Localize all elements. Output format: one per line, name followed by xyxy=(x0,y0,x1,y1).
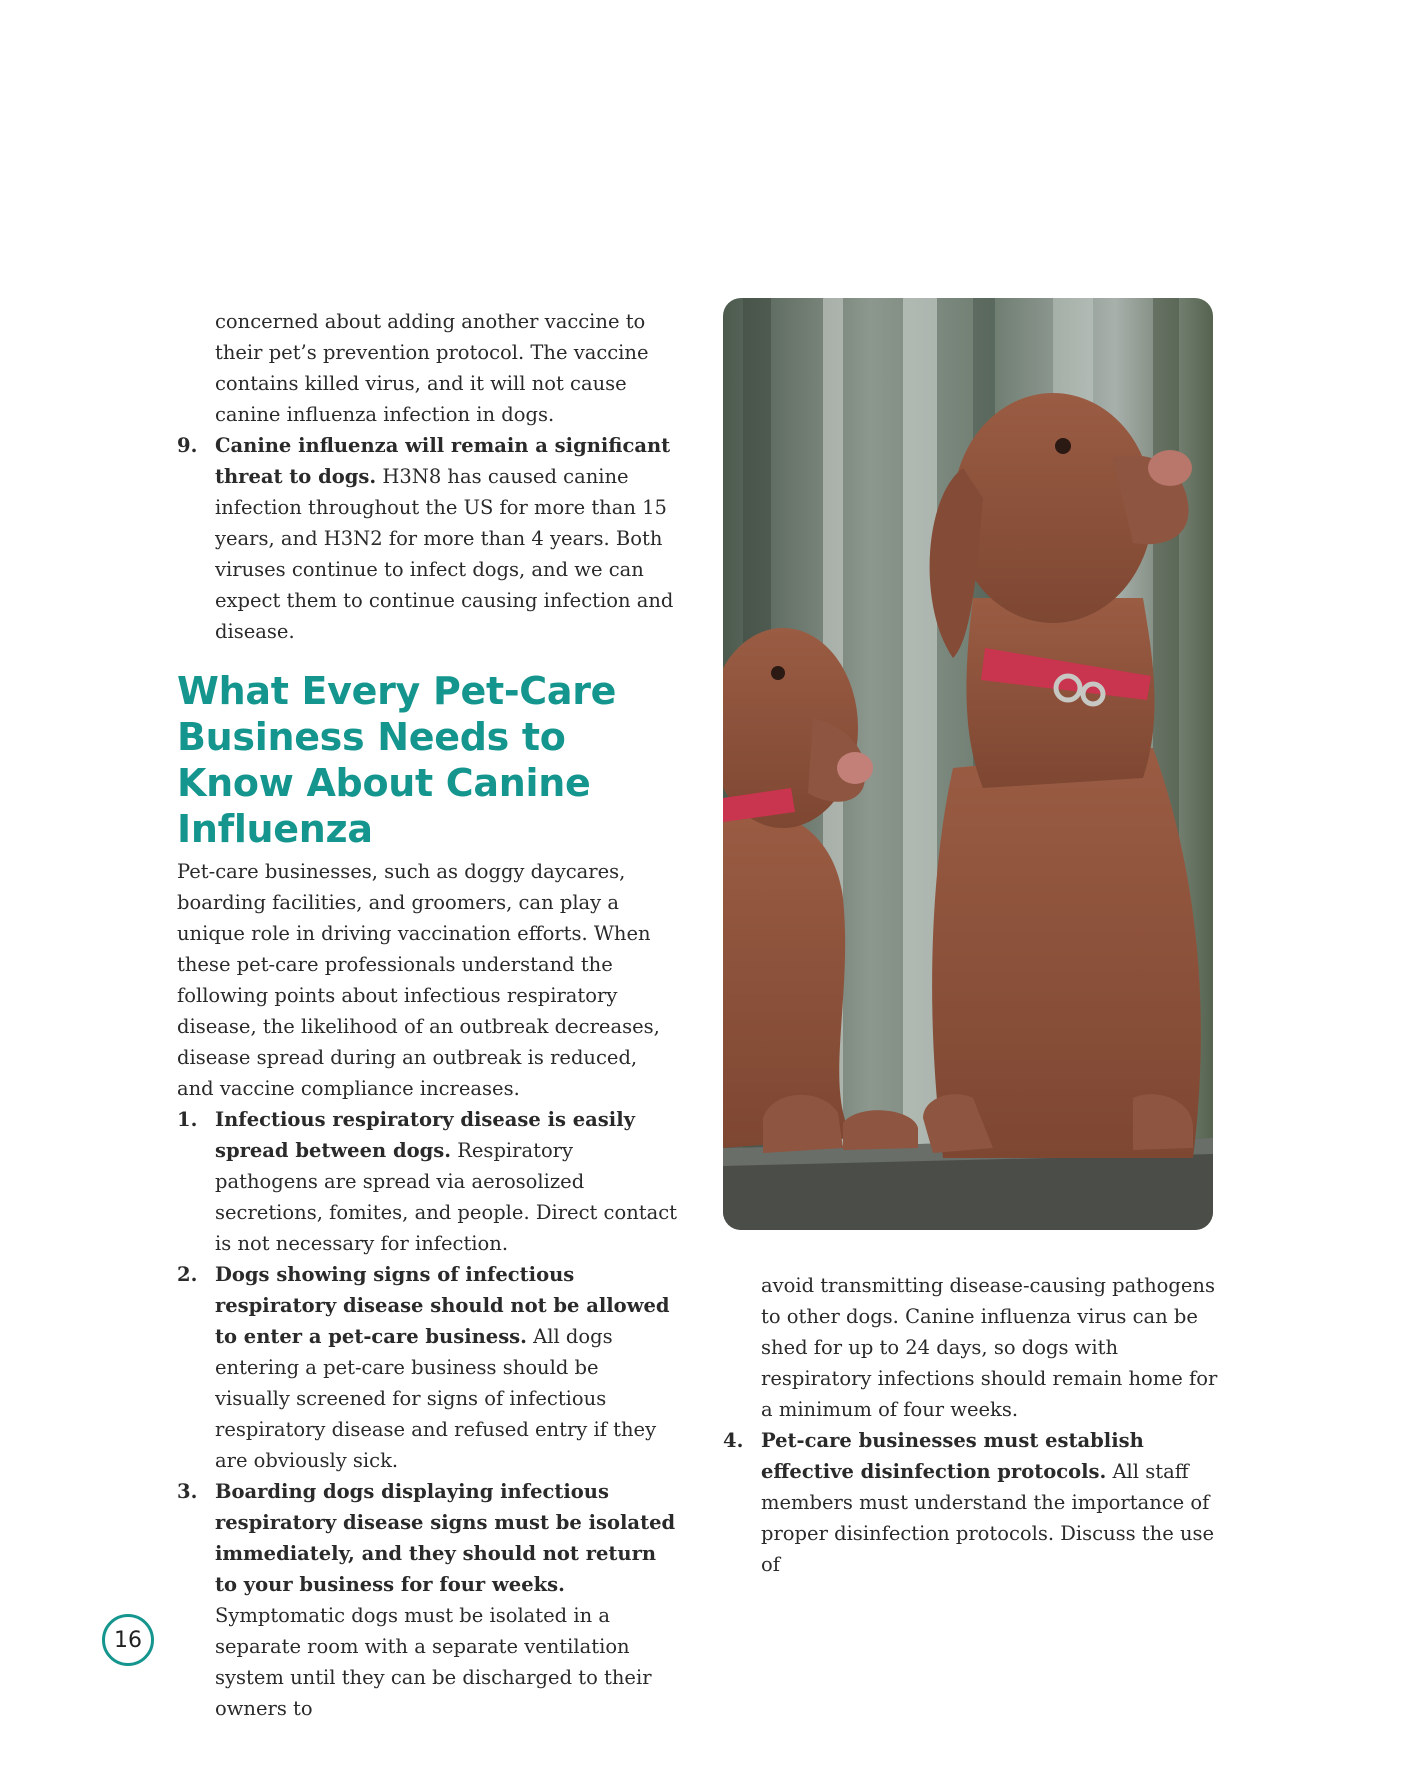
list-item-text: All dogs entering a pet-care business should be visually screened for signs of infectious respiratory disease and refused entry if they are obviously sick. xyxy=(215,1325,657,1472)
list-number: 1. xyxy=(177,1108,198,1131)
right-column xyxy=(723,1270,1223,1580)
list-item-text: Respiratory pathogens are spread via aerosolized secretions, fomites, and people. Direct contact is not necessary for infection. xyxy=(215,1139,677,1255)
list-number: 4. xyxy=(723,1429,744,1452)
intro-paragraph: Pet-care businesses, such as doggy daycares, boarding facilities, and groomers, can play a unique role in driving vaccination efforts. When these pet-care professionals understand the following points about infectious respiratory disease, the likelihood of an outbreak decreases, disease spread during an outbreak is reduced, and vaccine compliance increases. xyxy=(177,860,660,1100)
list-number: 3. xyxy=(177,1480,198,1503)
list-item-lead: Infectious respiratory disease is easily spread between dogs. xyxy=(215,1108,635,1162)
list-item-lead: Canine influenza will remain a significant threat to dogs. xyxy=(215,434,671,488)
list-item-2 xyxy=(177,1259,677,1476)
right-continuation: avoid transmitting disease-causing pathogens to other dogs. Canine influenza virus can be shed for up to 24 days, so dogs with respiratory infections should remain home for a minimum of four weeks. xyxy=(761,1274,1218,1421)
list-item-1 xyxy=(177,1104,677,1259)
section-heading: What Every Pet-Care Business Needs to Know About Canine Influenza xyxy=(177,669,617,851)
list-item-text: All staff members must understand the importance of proper disinfection protocols. Discuss the use of xyxy=(761,1460,1215,1576)
list-item-3 xyxy=(177,1476,677,1724)
list-item-text: H3N8 has caused canine infection throughout the US for more than 15 years, and H3N2 for more than 4 years. Both viruses continue to infect dogs, and we can expect them to continue causing infection and disease. xyxy=(215,465,674,643)
dogs-photo xyxy=(723,298,1213,1230)
list-item-lead: Pet-care businesses must establish effective disinfection protocols. xyxy=(761,1429,1144,1483)
list-item-9 xyxy=(177,430,677,647)
list-number: 9. xyxy=(177,434,198,457)
list-item-lead: Boarding dogs displaying infectious respiratory disease signs must be isolated immediately, and they should not return to your business for four weeks. xyxy=(215,1480,676,1596)
list-item-4 xyxy=(723,1425,1223,1580)
intro-continuation: concerned about adding another vaccine to their pet’s prevention protocol. The vaccine contains killed virus, and it will not cause canine influenza infection in dogs. xyxy=(215,310,649,426)
left-column xyxy=(177,306,677,1724)
list-item-text: Symptomatic dogs must be isolated in a separate room with a separate ventilation system until they can be discharged to their owners to xyxy=(215,1604,652,1720)
list-number: 2. xyxy=(177,1263,198,1286)
list-item-lead: Dogs showing signs of infectious respiratory disease should not be allowed to enter a pet-care business. xyxy=(215,1263,670,1348)
page-number: 16 xyxy=(114,1627,142,1653)
page-number-badge xyxy=(102,1614,154,1666)
